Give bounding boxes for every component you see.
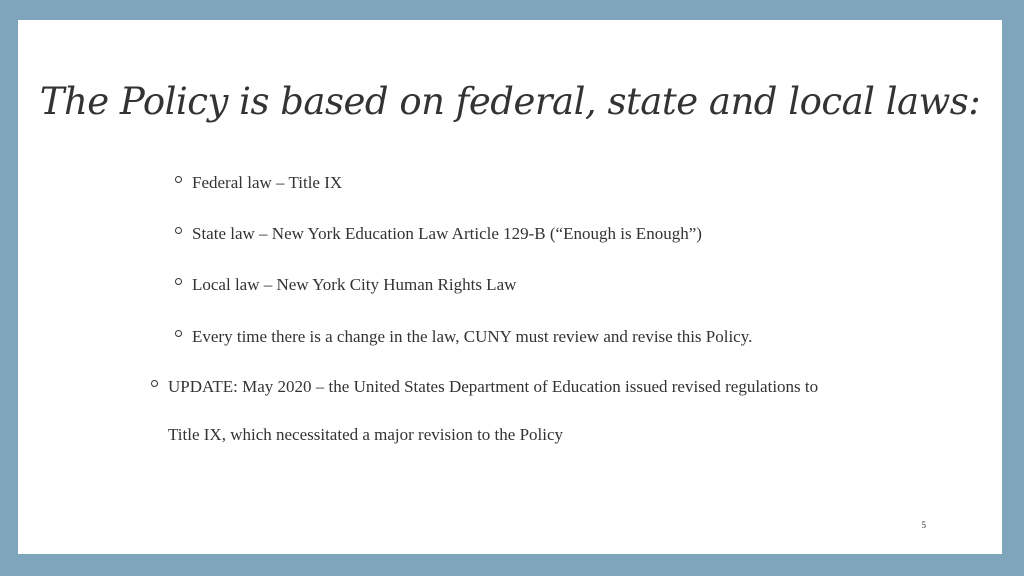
slide-canvas xyxy=(18,20,1002,554)
bullet-text: Local law – New York City Human Rights Law xyxy=(192,275,517,294)
bullet-federal-law xyxy=(192,172,342,194)
page-number: 5 xyxy=(921,520,926,530)
bullet-circle-icon xyxy=(175,278,182,285)
bullet-circle-icon xyxy=(151,380,158,387)
slide-title: The Policy is based on federal, state and local laws: xyxy=(39,80,981,123)
bullet-text: Federal law – Title IX xyxy=(192,173,343,192)
bullet-circle-icon xyxy=(175,176,182,183)
bullet-local-law xyxy=(192,274,516,296)
bullet-circle-icon xyxy=(175,330,182,337)
bullet-update-continuation: Title IX, which necessitated a major revision to the Policy xyxy=(168,425,564,444)
bullet-state-law xyxy=(192,223,702,245)
bullet-policy-review xyxy=(192,326,752,348)
bullet-text: Every time there is a change in the law, CUNY must review and revise this Policy. xyxy=(192,327,753,346)
bullet-circle-icon xyxy=(175,227,182,234)
bullet-list xyxy=(18,20,1002,554)
bullet-update xyxy=(168,376,818,398)
bullet-text: UPDATE: May 2020 – the United States Department of Education issued revised regulations to xyxy=(168,377,819,396)
bullet-text: State law – New York Education Law Article 129-B (“Enough is Enough”) xyxy=(192,224,702,243)
